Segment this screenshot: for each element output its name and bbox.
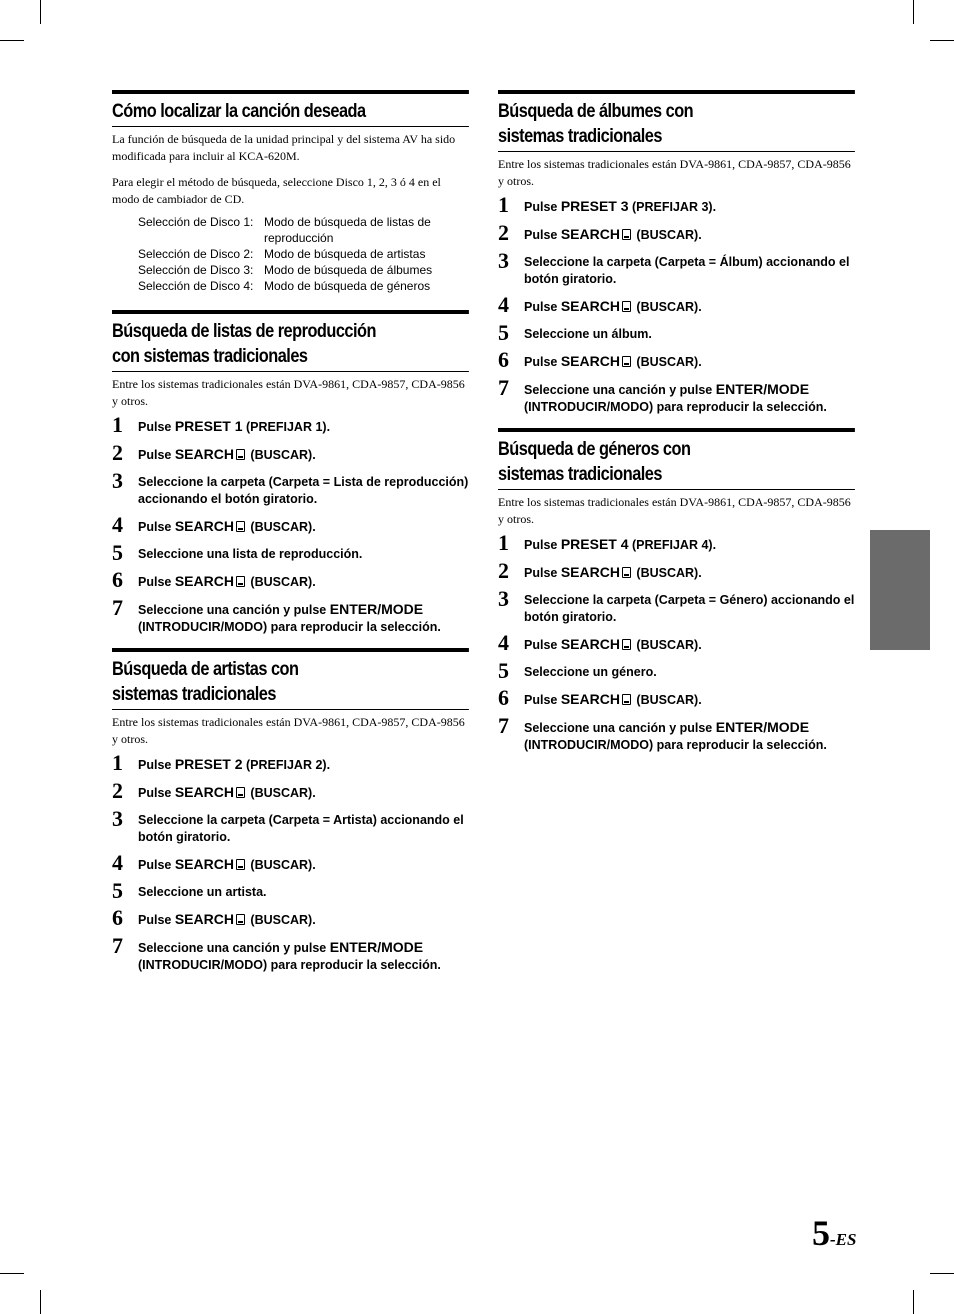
- section-albumes: [498, 90, 856, 416]
- step-text-part: Pulse: [138, 420, 175, 434]
- step-number: 2: [498, 558, 509, 583]
- section-title: [112, 310, 469, 372]
- step-item: [112, 540, 470, 565]
- step-number: 5: [112, 540, 123, 565]
- disc-value: Modo de búsqueda de listas de reproducción: [264, 215, 431, 245]
- step-item: [112, 933, 470, 974]
- step-list: [112, 412, 470, 636]
- step-item: [498, 630, 856, 655]
- step-item: [498, 192, 856, 217]
- step-text-part: (PREFIJAR 4).: [628, 538, 717, 552]
- crop-mark: [930, 1273, 954, 1274]
- step-text-part: Pulse: [138, 758, 175, 772]
- section-title-line: Búsqueda de artistas con: [112, 659, 299, 680]
- search-button-icon: [236, 449, 245, 460]
- step-item: [112, 850, 470, 875]
- disc-key: Selección de Disco 2:: [138, 247, 254, 261]
- disc-row: [138, 262, 470, 278]
- step-text: [524, 381, 856, 416]
- step-item: [112, 512, 470, 537]
- crop-mark: [0, 1273, 24, 1274]
- step-number: 5: [498, 320, 509, 345]
- step-list: [498, 530, 856, 754]
- step-text: [524, 691, 702, 709]
- step-number: 3: [112, 468, 123, 493]
- step-text: [524, 326, 652, 343]
- step-text-part: Pulse: [138, 520, 175, 534]
- step-text: [524, 564, 702, 582]
- step-item: [112, 440, 470, 465]
- step-number: 7: [498, 375, 509, 400]
- section-intro: Entre los sistemas tradicionales están DVA-9861, CDA-9857, CDA-9856 y otros.: [112, 377, 465, 408]
- step-text-part: Pulse: [138, 786, 175, 800]
- step-text-part: (INTRODUCIR/MODO) para reproducir la selección.: [524, 738, 827, 752]
- step-text-part: (BUSCAR).: [246, 448, 316, 462]
- disc-key: Selección de Disco 3:: [138, 263, 254, 277]
- step-text: [524, 226, 702, 244]
- section-title-line: sistemas tradicionales: [112, 684, 276, 705]
- right-column: [498, 90, 856, 764]
- step-number: 4: [112, 850, 123, 875]
- step-number: 1: [112, 750, 123, 775]
- step-text: [138, 812, 470, 846]
- step-text-part: Seleccione una canción y pulse: [524, 383, 716, 397]
- section-listas: [112, 310, 470, 636]
- button-name: PRESET 1: [174, 418, 243, 434]
- page-number: [812, 1212, 856, 1254]
- step-text-part: Pulse: [524, 300, 561, 314]
- step-text-part: Pulse: [524, 566, 561, 580]
- section-title: [498, 90, 855, 152]
- step-item: [112, 750, 470, 775]
- step-item: [498, 292, 856, 317]
- step-text: [138, 418, 330, 436]
- step-item: [498, 248, 856, 288]
- button-name: SEARCH: [174, 856, 234, 872]
- step-text: [138, 939, 470, 974]
- step-item: [112, 905, 470, 930]
- step-text-part: Seleccione una canción y pulse: [524, 721, 716, 735]
- step-number: 4: [498, 292, 509, 317]
- search-button-icon: [236, 859, 245, 870]
- step-text: [138, 856, 316, 874]
- step-item: [498, 320, 856, 345]
- step-list: [498, 192, 856, 416]
- step-number: 6: [498, 347, 509, 372]
- step-text: [524, 592, 856, 626]
- section-title-line: con sistemas tradicionales: [112, 346, 308, 367]
- step-text: [524, 254, 856, 288]
- step-text-part: Pulse: [138, 575, 175, 589]
- step-text: [524, 664, 657, 681]
- search-button-icon: [622, 694, 631, 705]
- section-intro: Entre los sistemas tradicionales están DVA-9861, CDA-9857, CDA-9856 y otros.: [112, 715, 465, 746]
- page-number-digit: 5: [812, 1213, 830, 1253]
- step-text-part: Pulse: [138, 858, 175, 872]
- search-button-icon: [622, 356, 631, 367]
- step-text: [524, 353, 702, 371]
- step-text: [524, 636, 702, 654]
- step-text-part: (INTRODUCIR/MODO) para reproducir la selección.: [138, 620, 441, 634]
- step-text-part: Seleccione una canción y pulse: [138, 941, 330, 955]
- step-item: [498, 530, 856, 555]
- step-number: 3: [112, 806, 123, 831]
- step-text: [138, 784, 316, 802]
- button-name: SEARCH: [174, 784, 234, 800]
- section-title-line: sistemas tradicionales: [498, 464, 662, 485]
- disc-row: [138, 214, 470, 246]
- search-button-icon: [622, 567, 631, 578]
- step-item: [112, 567, 470, 592]
- step-text-part: Pulse: [524, 228, 561, 242]
- step-text-part: (BUSCAR).: [246, 858, 316, 872]
- step-text: [138, 446, 316, 464]
- step-number: 7: [498, 713, 509, 738]
- button-name: SEARCH: [174, 518, 234, 534]
- button-name: ENTER/MODE: [715, 719, 810, 735]
- button-name: ENTER/MODE: [329, 939, 424, 955]
- step-list: [112, 750, 470, 974]
- section-title-line: Cómo localizar la canción deseada: [112, 101, 366, 122]
- button-name: ENTER/MODE: [329, 601, 424, 617]
- crop-mark: [913, 0, 914, 24]
- crop-mark: [913, 1290, 914, 1314]
- disc-value: Modo de búsqueda de artistas: [264, 247, 426, 261]
- step-number: 4: [112, 512, 123, 537]
- left-column: [112, 90, 470, 984]
- section-generos: [498, 428, 856, 754]
- step-text-part: (PREFIJAR 1).: [242, 420, 331, 434]
- disc-value: Modo de búsqueda de álbumes: [264, 263, 433, 277]
- section-artistas: [112, 648, 470, 974]
- section-intro: Entre los sistemas tradicionales están DVA-9861, CDA-9857, CDA-9856 y otros.: [498, 157, 851, 188]
- step-text: [138, 911, 316, 929]
- step-text-part: (BUSCAR).: [246, 520, 316, 534]
- step-text-part: Pulse: [524, 693, 561, 707]
- step-number: 2: [112, 778, 123, 803]
- step-text-part: Seleccione la carpeta (Carpeta = Género) accionando el botón giratorio.: [524, 593, 855, 624]
- step-text-part: Pulse: [524, 200, 561, 214]
- step-text-part: (BUSCAR).: [632, 355, 702, 369]
- step-text: [138, 546, 362, 563]
- section-title-line: Búsqueda de listas de reproducción: [112, 321, 376, 342]
- step-number: 5: [498, 658, 509, 683]
- step-text-part: Seleccione un álbum.: [524, 327, 652, 341]
- step-text: [138, 601, 470, 636]
- step-text-part: Seleccione un género.: [524, 665, 657, 679]
- step-item: [112, 468, 470, 508]
- step-number: 7: [112, 933, 123, 958]
- step-text-part: Pulse: [138, 913, 175, 927]
- search-button-icon: [236, 576, 245, 587]
- button-name: SEARCH: [560, 636, 620, 652]
- step-text-part: Pulse: [138, 448, 175, 462]
- step-item: [498, 658, 856, 683]
- search-button-icon: [236, 914, 245, 925]
- step-item: [498, 558, 856, 583]
- section-title-line: Búsqueda de álbumes con: [498, 101, 694, 122]
- step-text-part: (BUSCAR).: [632, 228, 702, 242]
- step-text-part: (PREFIJAR 3).: [628, 200, 717, 214]
- step-number: 6: [112, 905, 123, 930]
- section-intro: Entre los sistemas tradicionales están DVA-9861, CDA-9857, CDA-9856 y otros.: [498, 495, 851, 526]
- step-text: [524, 719, 856, 754]
- disc-value: Modo de búsqueda de géneros: [264, 279, 431, 293]
- button-name: PRESET 4: [560, 536, 629, 552]
- button-name: SEARCH: [174, 446, 234, 462]
- step-text-part: (BUSCAR).: [632, 693, 702, 707]
- step-text-part: (BUSCAR).: [632, 300, 702, 314]
- step-item: [112, 412, 470, 437]
- section-title: [498, 428, 855, 490]
- step-text-part: Seleccione una lista de reproducción.: [138, 547, 363, 561]
- step-number: 3: [498, 586, 509, 611]
- search-button-icon: [622, 639, 631, 650]
- step-text-part: (PREFIJAR 2).: [242, 758, 331, 772]
- step-text: [138, 518, 316, 536]
- disc-row: [138, 246, 470, 262]
- section-title-line: Búsqueda de géneros con: [498, 439, 691, 460]
- step-text-part: (BUSCAR).: [632, 566, 702, 580]
- crop-mark: [930, 40, 954, 41]
- search-button-icon: [622, 229, 631, 240]
- side-tab: [870, 530, 930, 650]
- step-number: 1: [498, 192, 509, 217]
- step-number: 6: [112, 567, 123, 592]
- button-name: SEARCH: [560, 298, 620, 314]
- disc-key: Selección de Disco 1:: [138, 215, 254, 229]
- crop-mark: [40, 0, 41, 24]
- search-button-icon: [236, 787, 245, 798]
- step-text-part: (INTRODUCIR/MODO) para reproducir la selección.: [524, 400, 827, 414]
- step-text-part: (BUSCAR).: [246, 913, 316, 927]
- section-intro: [112, 131, 470, 208]
- step-number: 5: [112, 878, 123, 903]
- step-text-part: Seleccione la carpeta (Carpeta = Álbum) accionando el botón giratorio.: [524, 255, 850, 286]
- button-name: PRESET 3: [560, 198, 629, 214]
- step-item: [498, 685, 856, 710]
- step-item: [112, 878, 470, 903]
- step-text-part: Seleccione la carpeta (Carpeta = Lista de reproducción) accionando el botón giratorio.: [138, 475, 469, 506]
- step-text-part: Seleccione un artista.: [138, 885, 267, 899]
- step-text: [138, 573, 316, 591]
- step-text-part: (BUSCAR).: [246, 786, 316, 800]
- crop-mark: [0, 40, 24, 41]
- step-text-part: (INTRODUCIR/MODO) para reproducir la selección.: [138, 958, 441, 972]
- step-number: 6: [498, 685, 509, 710]
- button-name: SEARCH: [560, 564, 620, 580]
- step-text-part: Pulse: [524, 638, 561, 652]
- step-number: 4: [498, 630, 509, 655]
- button-name: ENTER/MODE: [715, 381, 810, 397]
- step-item: [498, 375, 856, 416]
- button-name: SEARCH: [174, 911, 234, 927]
- step-item: [112, 778, 470, 803]
- section-title: [112, 648, 469, 710]
- section-title-line: sistemas tradicionales: [498, 126, 662, 147]
- step-number: 2: [112, 440, 123, 465]
- step-text-part: (BUSCAR).: [246, 575, 316, 589]
- search-button-icon: [236, 521, 245, 532]
- step-number: 2: [498, 220, 509, 245]
- step-text: [138, 756, 330, 774]
- button-name: SEARCH: [560, 353, 620, 369]
- step-text-part: Pulse: [524, 538, 561, 552]
- step-text-part: (BUSCAR).: [632, 638, 702, 652]
- button-name: SEARCH: [560, 226, 620, 242]
- section-localizar: [112, 90, 470, 294]
- step-text: [524, 198, 716, 216]
- intro-paragraph: La función de búsqueda de la unidad principal y del sistema AV ha sido modificada para incluir al KCA-620M.: [112, 132, 456, 163]
- section-title: [112, 90, 469, 127]
- step-number: 7: [112, 595, 123, 620]
- step-number: 3: [498, 248, 509, 273]
- button-name: PRESET 2: [174, 756, 243, 772]
- step-text-part: Seleccione la carpeta (Carpeta = Artista) accionando el botón giratorio.: [138, 813, 464, 844]
- step-number: 1: [498, 530, 509, 555]
- step-item: [112, 806, 470, 846]
- search-button-icon: [622, 301, 631, 312]
- step-number: 1: [112, 412, 123, 437]
- step-text-part: Pulse: [524, 355, 561, 369]
- intro-paragraph: Para elegir el método de búsqueda, seleccione Disco 1, 2, 3 ó 4 en el modo de cambiador de CD.: [112, 175, 441, 206]
- disc-mode-table: [138, 214, 470, 294]
- button-name: SEARCH: [174, 573, 234, 589]
- page-number-suffix: -ES: [830, 1230, 857, 1249]
- step-text: [138, 474, 470, 508]
- step-item: [498, 347, 856, 372]
- disc-row: [138, 278, 470, 294]
- disc-key: Selección de Disco 4:: [138, 279, 254, 293]
- step-item: [498, 713, 856, 754]
- step-item: [498, 586, 856, 626]
- step-text: [524, 536, 716, 554]
- step-text-part: Seleccione una canción y pulse: [138, 603, 330, 617]
- step-item: [498, 220, 856, 245]
- step-text: [524, 298, 702, 316]
- button-name: SEARCH: [560, 691, 620, 707]
- step-text: [138, 884, 267, 901]
- crop-mark: [40, 1290, 41, 1314]
- step-item: [112, 595, 470, 636]
